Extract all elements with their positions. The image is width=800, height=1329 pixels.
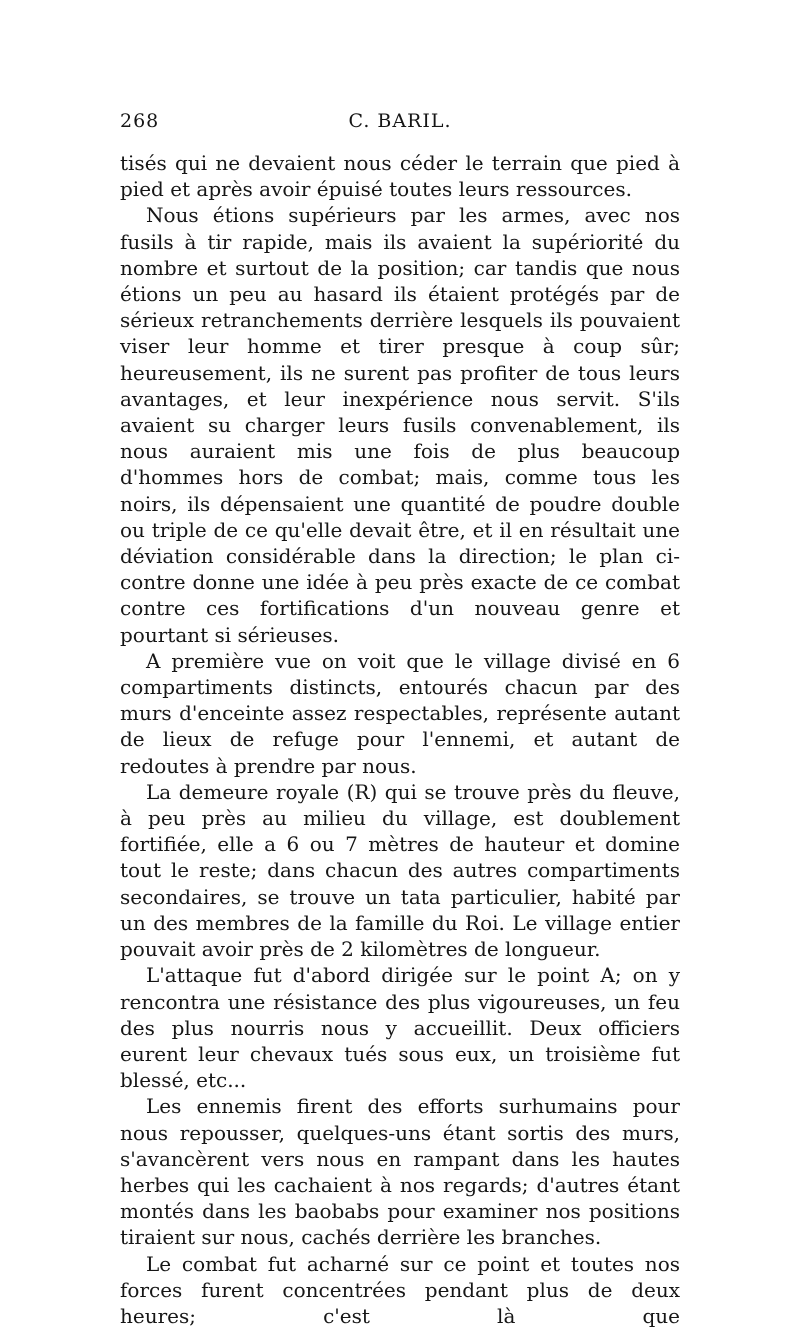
page-header [120, 110, 680, 140]
paragraph: La demeure royale (R) qui se trouve près du fleuve, à peu près au milieu du village, est doublement fortifiée, elle a 6 ou 7 mètres de hauteur et domine tout le reste; dans chacun des autres compartiments secondaires, se trouve un tata particulier, habité par un des membres de la famille du Roi. Le village entier pouvait avoir près de 2 kilomètres de longueur. [120, 779, 680, 962]
paragraph: L'attaque fut d'abord dirigée sur le point A; on y rencontra une résistance des plus vigoureuses, un feu des plus nourris nous y accueillit. Deux officiers eurent leur chevaux tués sous eux, un troisième fut blessé, etc... [120, 963, 680, 1093]
running-head: C. BARIL. [348, 110, 452, 132]
paragraph: Le combat fut acharné sur ce point et toutes nos forces furent concentrées pendant plus de deux heures; c'est là que [120, 1251, 680, 1328]
paragraph: A première vue on voit que le village divisé en 6 compartiments distincts, entourés chacun par des murs d'enceinte assez respectables, représente autant de lieux de refuge pour l'ennemi, et autant de redoutes à prendre par nous. [120, 648, 680, 778]
paragraph: Les ennemis firent des efforts surhumains pour nous repousser, quelques-uns étant sortis des murs, s'avancèrent vers nous en rampant dans les hautes herbes qui les cachaient à nos regards; d'autres étant montés dans les baobabs pour examiner nos positions tiraient sur nous, cachés derrière les branches. [120, 1094, 680, 1250]
body-text [120, 150, 680, 1329]
paragraph: tisés qui ne devaient nous céder le terrain que pied à pied et après avoir épuisé toutes leurs ressources. [120, 151, 680, 202]
page-number: 268 [120, 110, 160, 132]
paragraph: Nous étions supérieurs par les armes, avec nos fusils à tir rapide, mais ils avaient la supériorité du nombre et surtout de la position; car tandis que nous étions un peu au hasard ils étaient protégés par de sérieux retranchements derrière lesquels ils pouvaient viser leur homme et tirer presque à coup sûr; heureusement, ils ne surent pas profiter de tous leurs avantages, et leur inexpérience nous servit. S'ils avaient su charger leurs fusils convenablement, ils nous auraient mis une fois de plus beaucoup d'hommes hors de combat; mais, comme tous les noirs, ils dépensaient une quantité de poudre double ou triple de ce qu'elle devait être, et il en résultait une déviation considérable dans la direction; le plan ci-contre donne une idée à peu près exacte de ce combat contre ces fortifications d'un nouveau genre et pourtant si sérieuses. [120, 203, 680, 647]
